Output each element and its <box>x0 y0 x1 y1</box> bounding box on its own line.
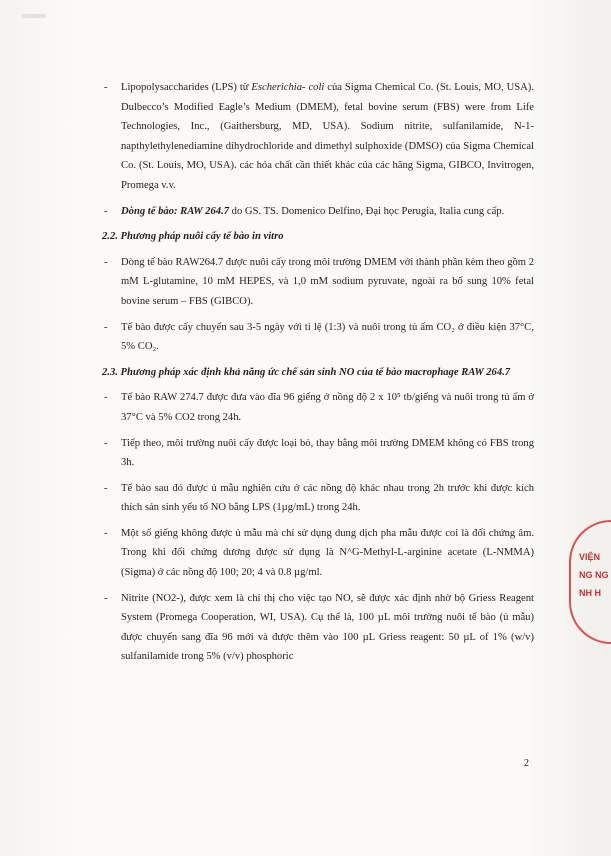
bullet-dash: - <box>104 437 108 449</box>
bullet-dash: - <box>104 392 108 404</box>
list-item-method-1 <box>104 388 534 427</box>
list-item-cell-line <box>104 202 534 222</box>
cell-line-label: Dòng tế bào: RAW 264.7 <box>121 205 230 217</box>
text-run: Tế bào RAW 274.7 được đưa vào đĩa 96 giếng ở nồng độ 2 x 10⁵ tb/giếng và nuôi trong tủ ấm ở 37°C và 5% CO2 trong 24h. <box>121 392 534 423</box>
scan-artifact <box>22 14 46 18</box>
text-run: Tiếp theo, môi trường nuôi cấy được loại bỏ, thay bằng môi trường DMEM không có FBS trong 3h. <box>121 437 534 469</box>
stamp-text: VIỆN <box>579 552 601 562</box>
section-heading-2-2: 2.2. Phương pháp nuôi cấy tế bào in vitro <box>102 231 284 243</box>
institution-stamp <box>569 520 611 644</box>
bullet-dash: - <box>104 321 108 333</box>
text-run: của Sigma Chemical Co. (St. Louis, MO, USA). Dulbecco’s Modified Eagle’s Medium (DMEM), fetal bovine serum (FBS) were from Life Technologies, Inc., (Gaithersburg, MD, USA). Sodium nitrite, sulfanilamide, N-1-napthylethylenediamine dihydrochloride and dimethyl sulphoxide (DMSO) của Sigma Chemical Co. (St. Louis, MO, USA). các hóa chất cần thiết khác của các hãng Sigma, GIBCO, Invitrogen, Promega v.v. <box>121 82 534 191</box>
stamp-text: NH H <box>579 588 601 598</box>
text-run: Dòng tế bào RAW264.7 được nuôi cấy trong môi trường DMEM với thành phần kèm theo gồm 2 mM L-glutamine, 10 mM HEPES, và 1,0 mM sodium pyruvate, ngoài ra bổ sung 10% fetal bovine serum – FBS (GIBCO). <box>121 256 534 307</box>
bullet-dash: - <box>104 82 108 93</box>
text-run: do GS. TS. Domenico Delfino, Đại học Perugia, Italia cung cấp. <box>229 205 505 217</box>
text-run: Tế bào sau đó được ủ mẫu nghiên cứu ở các nồng độ khác nhau trong 2h trước khi được kích thích sản sinh yếu tố NO bằng LPS (1µg/mL) trong 24h. <box>121 482 534 514</box>
list-item-culture-1 <box>104 253 534 312</box>
bullet-dash: - <box>104 592 108 604</box>
document-body <box>104 78 534 673</box>
text-run: Nitrite (NO2-), được xem là chỉ thị cho việc tạo NO, sẽ được xác định nhờ bộ Griess Reagent System (Promega Cooperation, WI, USA). Cụ thể là, 100 µL môi trường nuôi tế bào (ủ mẫu) được chuyển sang đĩa 96 mới và được thêm vào 100 µL Griess reagent: 50 µL of 1% (w/v) sulfanilamide trong 5% (v/v) phosphoric <box>121 592 534 663</box>
stamp-text: NG NG <box>579 570 609 580</box>
list-item-method-3 <box>104 479 534 518</box>
text-run: Tế bào được cấy chuyển sau 3-5 ngày với tỉ lệ (1:3) và nuôi trong tủ ấm CO₂ ở điều kiện 37°C, 5% CO₂. <box>121 321 534 353</box>
page-number: 2 <box>524 758 529 769</box>
list-item-method-2 <box>104 434 534 473</box>
bullet-dash: - <box>104 205 108 217</box>
bullet-dash: - <box>104 256 108 268</box>
species-name: Escherichia- coli <box>251 82 325 93</box>
section-heading-2-3: 2.3. Phương pháp xác định khả năng ức chế sản sinh NO của tế bào macrophage RAW 264.7 <box>102 366 511 378</box>
bullet-dash: - <box>104 527 108 539</box>
text-run: Lipopolysaccharides (LPS) từ <box>121 82 252 93</box>
bullet-dash: - <box>104 482 108 494</box>
list-item-method-4 <box>104 524 534 583</box>
text-run: Một số giếng không được ủ mẫu mà chỉ sử dụng dung dịch pha mẫu được coi là đối chứng âm. Trong khi đối chứng dương được sử dụng là N^G-Methyl-L-arginine acetate (L-NMMA) (Sigma) ở các nồng độ 100; 20; 4 và 0.8 µg/ml. <box>121 527 534 579</box>
list-item-method-5 <box>104 589 534 667</box>
list-item-reagents <box>104 78 534 196</box>
list-item-culture-2 <box>104 318 534 357</box>
